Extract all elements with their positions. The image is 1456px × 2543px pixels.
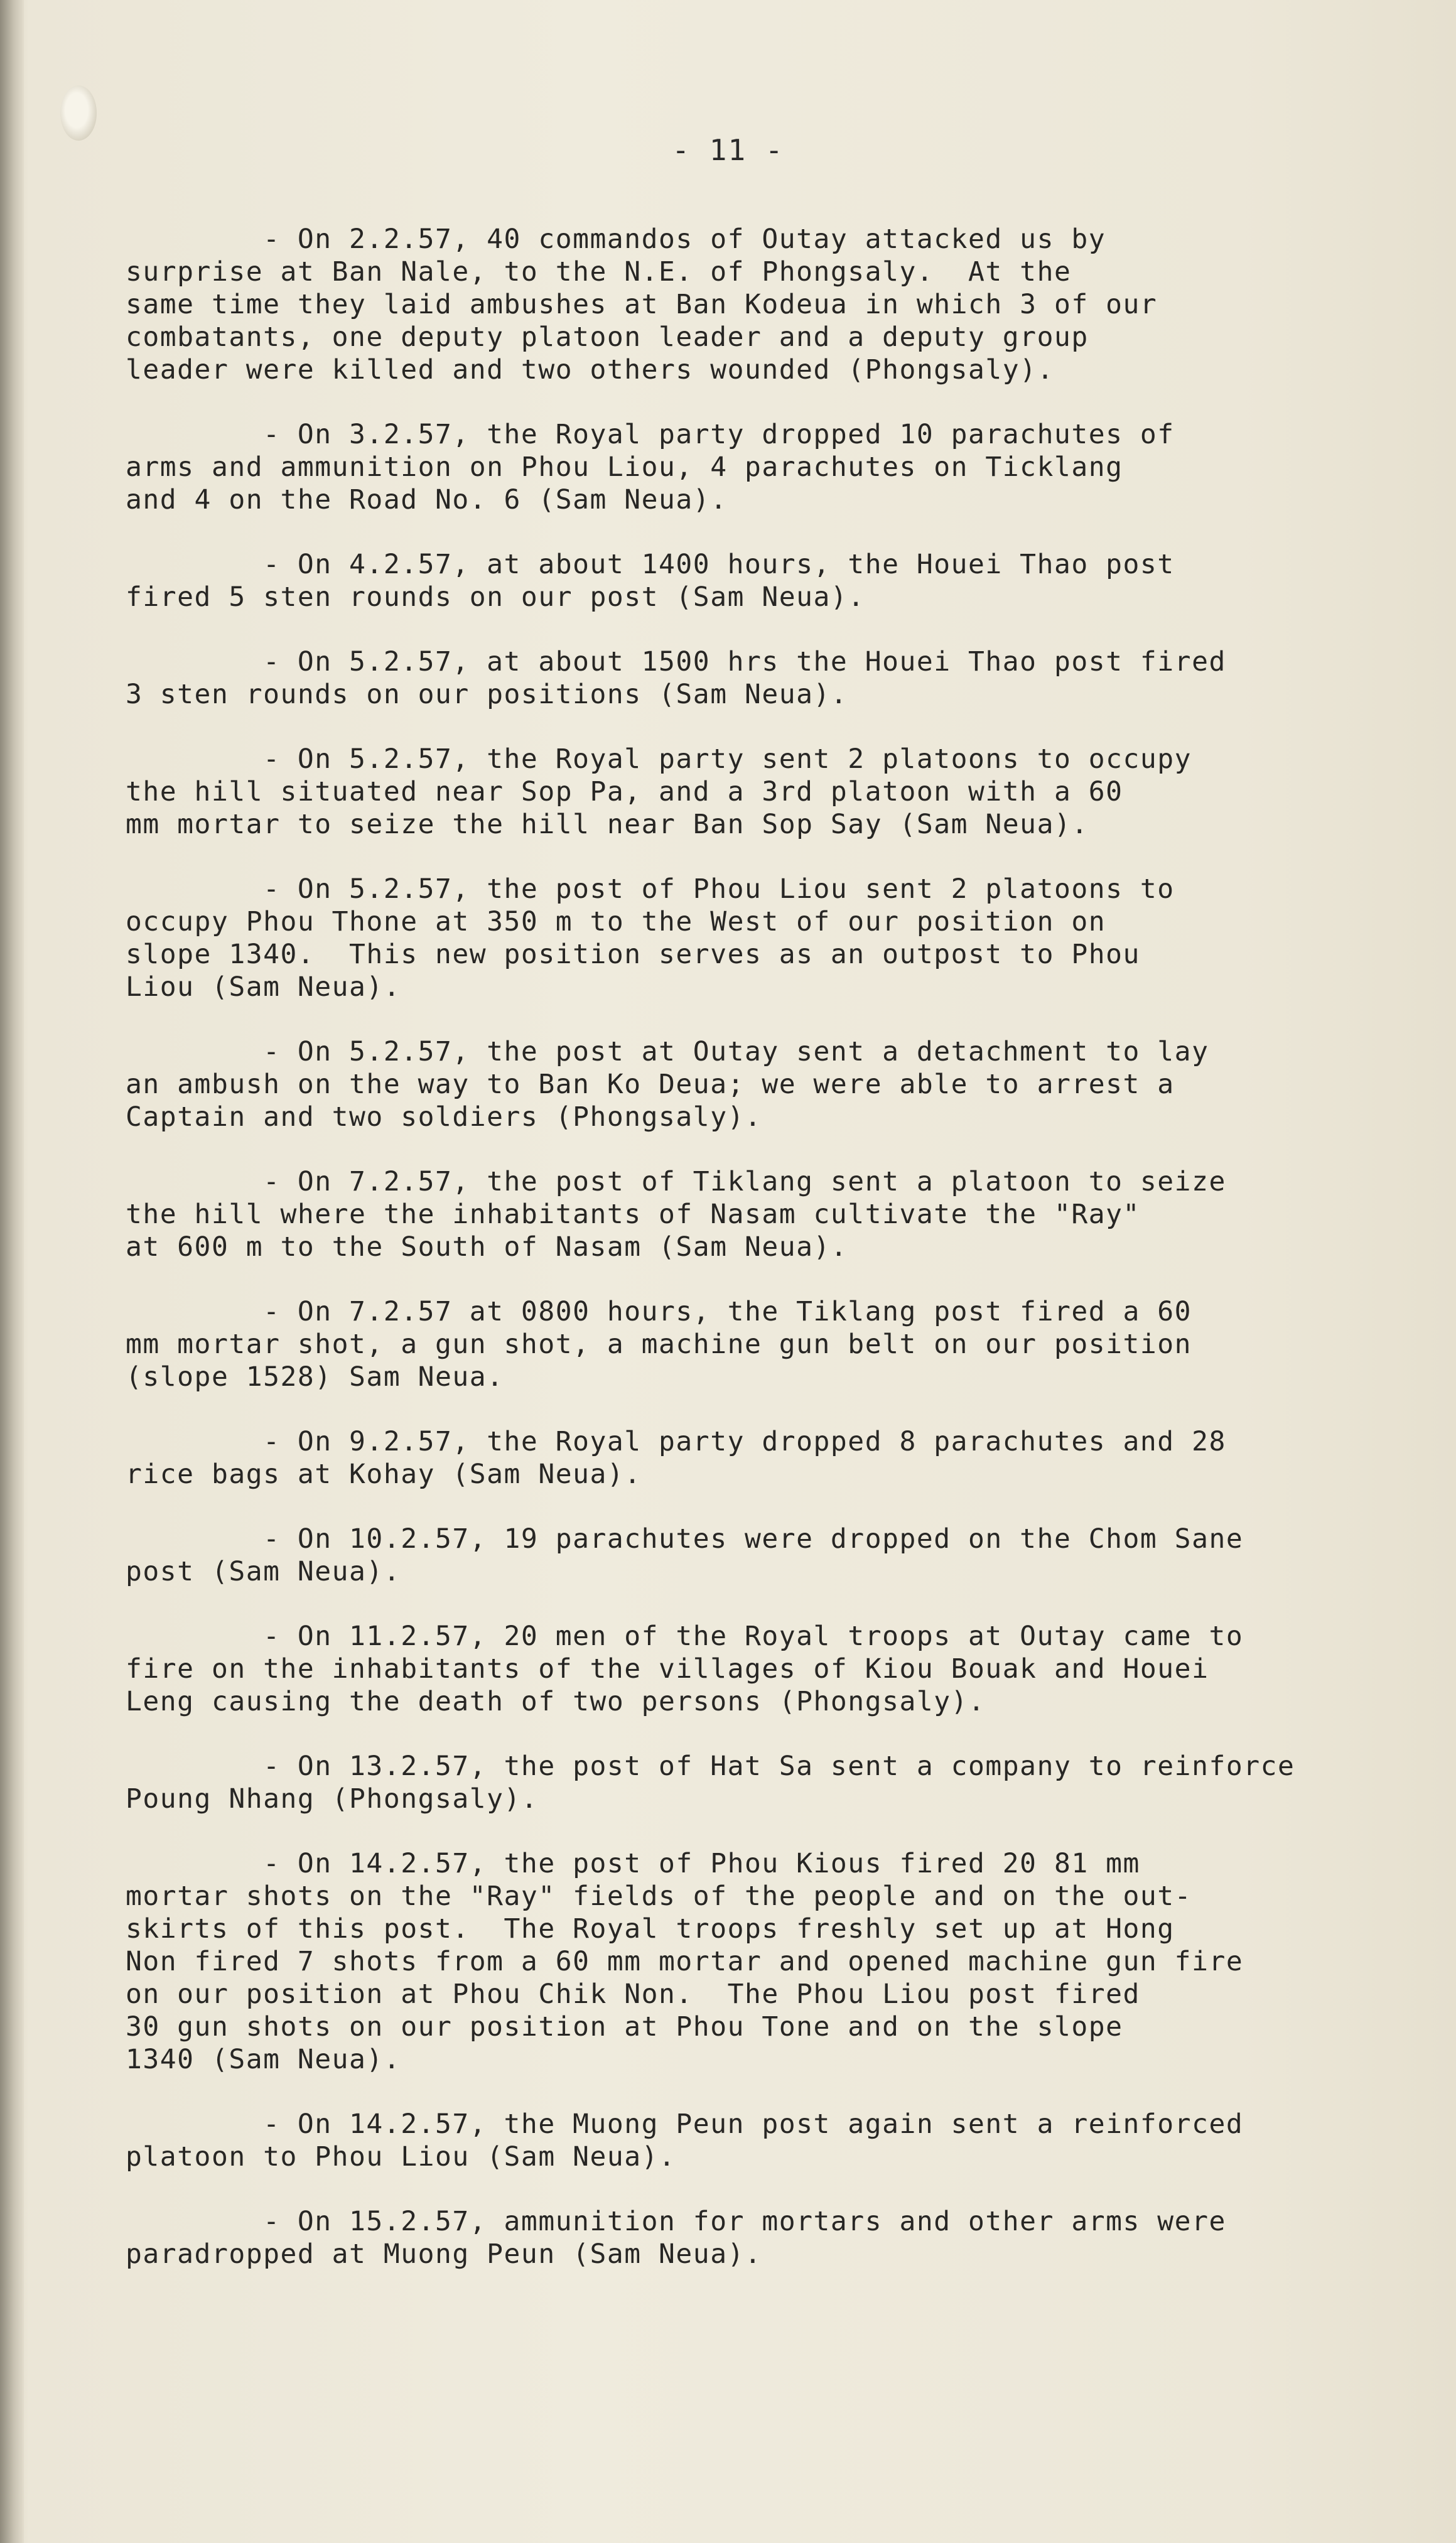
entry-line: and 4 on the Road No. 6 (Sam Neua). bbox=[126, 484, 728, 516]
entry-line: leader were killed and two others wounded (Phongsaly). bbox=[126, 354, 1054, 386]
entry-line: - On 5.2.57, at about 1500 hrs the Houei Thao post fired bbox=[126, 646, 1226, 678]
report-entry bbox=[126, 1295, 1318, 1393]
entry-line: the hill where the inhabitants of Nasam cultivate the "Ray" bbox=[126, 1199, 1140, 1230]
entry-line: (slope 1528) Sam Neua. bbox=[126, 1361, 504, 1393]
entry-line: combatants, one deputy platoon leader and a deputy group bbox=[126, 321, 1089, 353]
report-entry bbox=[126, 548, 1318, 613]
entry-line: Non fired 7 shots from a 60 mm mortar and opened machine gun fire bbox=[126, 1946, 1244, 1977]
entry-line: - On 9.2.57, the Royal party dropped 8 parachutes and 28 bbox=[126, 1426, 1226, 1457]
report-entry bbox=[126, 1847, 1318, 2076]
entry-line: arms and ammunition on Phou Liou, 4 parachutes on Ticklang bbox=[126, 451, 1123, 483]
entry-line: an ambush on the way to Ban Ko Deua; we were able to arrest a bbox=[126, 1069, 1175, 1100]
entry-line: mm mortar to seize the hill near Ban Sop Say (Sam Neua). bbox=[126, 809, 1089, 840]
entry-line: platoon to Phou Liou (Sam Neua). bbox=[126, 2141, 676, 2173]
entry-line: - On 3.2.57, the Royal party dropped 10 parachutes of bbox=[126, 419, 1175, 450]
entry-line: 3 sten rounds on our positions (Sam Neua). bbox=[126, 679, 848, 710]
report-entry bbox=[126, 2205, 1318, 2270]
entry-line: - On 7.2.57 at 0800 hours, the Tiklang post fired a 60 bbox=[126, 1296, 1192, 1327]
entry-line: - On 14.2.57, the Muong Peun post again sent a reinforced bbox=[126, 2108, 1244, 2140]
report-entry bbox=[126, 1035, 1318, 1133]
entry-line: fired 5 sten rounds on our post (Sam Neua). bbox=[126, 581, 865, 613]
entry-line: 30 gun shots on our position at Phou Tone and on the slope bbox=[126, 2011, 1123, 2043]
entry-line: Liou (Sam Neua). bbox=[126, 971, 401, 1003]
report-entry bbox=[126, 743, 1318, 841]
entry-line: same time they laid ambushes at Ban Kodeua in which 3 of our bbox=[126, 289, 1158, 320]
entry-line: - On 14.2.57, the post of Phou Kious fired 20 81 mm bbox=[126, 1848, 1140, 1879]
entry-line: - On 15.2.57, ammunition for mortars and other arms were bbox=[126, 2206, 1226, 2237]
report-entry bbox=[126, 1523, 1318, 1588]
report-entry bbox=[126, 2108, 1318, 2173]
punch-hole bbox=[60, 85, 97, 141]
entry-line: on our position at Phou Chik Non. The Phou Liou post fired bbox=[126, 1979, 1140, 2010]
entry-line: - On 5.2.57, the post at Outay sent a detachment to lay bbox=[126, 1036, 1209, 1067]
entry-line: skirts of this post. The Royal troops freshly set up at Hong bbox=[126, 1913, 1175, 1945]
entry-line: rice bags at Kohay (Sam Neua). bbox=[126, 1459, 642, 1490]
entry-line: slope 1340. This new position serves as an outpost to Phou bbox=[126, 939, 1140, 970]
page-number: - 11 - bbox=[672, 133, 784, 167]
entry-line: post (Sam Neua). bbox=[126, 1556, 401, 1587]
entry-line: fire on the inhabitants of the villages of Kiou Bouak and Houei bbox=[126, 1653, 1209, 1685]
entry-line: paradropped at Muong Peun (Sam Neua). bbox=[126, 2238, 762, 2270]
entry-line: occupy Phou Thone at 350 m to the West of our position on bbox=[126, 906, 1106, 937]
entry-line: at 600 m to the South of Nasam (Sam Neua). bbox=[126, 1231, 848, 1263]
entry-line: Poung Nhang (Phongsaly). bbox=[126, 1783, 539, 1815]
entry-line: - On 7.2.57, the post of Tiklang sent a platoon to seize bbox=[126, 1166, 1226, 1197]
entry-line: - On 4.2.57, at about 1400 hours, the Houei Thao post bbox=[126, 549, 1175, 580]
entry-line: - On 5.2.57, the Royal party sent 2 platoons to occupy bbox=[126, 743, 1192, 775]
entry-line: Captain and two soldiers (Phongsaly). bbox=[126, 1101, 762, 1133]
entry-line: - On 11.2.57, 20 men of the Royal troops at Outay came to bbox=[126, 1621, 1244, 1652]
entry-line: - On 5.2.57, the post of Phou Liou sent 2 platoons to bbox=[126, 873, 1175, 905]
report-entry bbox=[126, 1165, 1318, 1263]
entry-line: - On 10.2.57, 19 parachutes were dropped on the Chom Sane bbox=[126, 1523, 1244, 1555]
report-entry bbox=[126, 645, 1318, 711]
page-binding-edge bbox=[0, 0, 24, 2543]
document-body bbox=[126, 223, 1318, 2303]
report-entry bbox=[126, 1425, 1318, 1491]
entry-line: Leng causing the death of two persons (Phongsaly). bbox=[126, 1686, 986, 1717]
entry-line: 1340 (Sam Neua). bbox=[126, 2044, 401, 2075]
report-entry bbox=[126, 223, 1318, 386]
report-entry bbox=[126, 1750, 1318, 1815]
report-entry bbox=[126, 418, 1318, 516]
entry-line: mortar shots on the "Ray" fields of the people and on the out- bbox=[126, 1881, 1192, 1912]
entry-line: mm mortar shot, a gun shot, a machine gun belt on our position bbox=[126, 1329, 1192, 1360]
entry-line: - On 2.2.57, 40 commandos of Outay attacked us by bbox=[126, 224, 1106, 255]
entry-line: surprise at Ban Nale, to the N.E. of Phongsaly. At the bbox=[126, 256, 1072, 288]
report-entry bbox=[126, 873, 1318, 1003]
entry-line: the hill situated near Sop Pa, and a 3rd platoon with a 60 bbox=[126, 776, 1123, 807]
report-entry bbox=[126, 1620, 1318, 1718]
entry-line: - On 13.2.57, the post of Hat Sa sent a company to reinforce bbox=[126, 1751, 1295, 1782]
